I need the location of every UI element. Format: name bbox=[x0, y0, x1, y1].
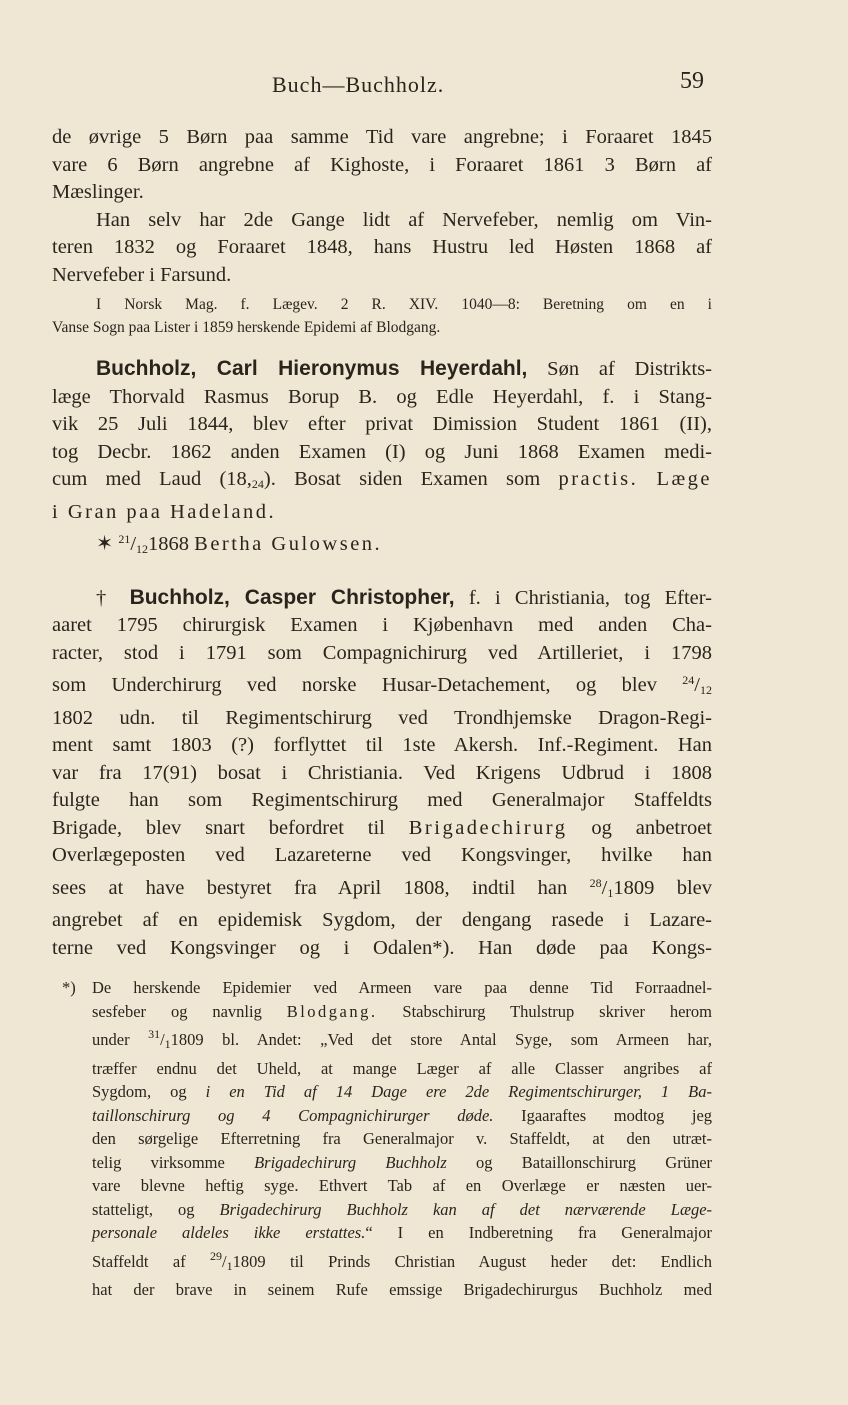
footnote-line bbox=[92, 1151, 712, 1175]
text-line: angrebet af en epidemisk Sygdom, der dengang rasede i Lazare- bbox=[52, 909, 712, 931]
subscript: 12 bbox=[700, 683, 712, 697]
dagger-icon: † bbox=[96, 586, 116, 609]
entry-casper-christopher bbox=[52, 584, 712, 963]
text-line: de øvrige 5 Børn paa samme Tid vare angrebne; i Foraaret 1845 bbox=[52, 126, 712, 148]
text-span: sesfeber og navnlig bbox=[92, 1001, 262, 1021]
entry-text: f. i Christiania, tog Efter- bbox=[468, 586, 713, 609]
text-span: Stabschirurg Thulstrup skriver herom bbox=[402, 1001, 713, 1021]
subscript: 1 bbox=[164, 1037, 171, 1051]
text-span: som Underchirurg ved norske Husar-Detachement, og blev bbox=[52, 674, 657, 696]
text-line bbox=[52, 815, 712, 843]
superscript: 24 bbox=[682, 673, 695, 687]
text-span: 1809 til Prinds Christian August heder det: Endlich bbox=[232, 1251, 712, 1271]
text-line: ment samt 1803 (?) forflyttet til 1ste Akersh. Inf.-Regiment. Han bbox=[52, 734, 712, 756]
page-header bbox=[52, 68, 712, 108]
text-span: Brigade, blev snart befordret til bbox=[52, 816, 385, 839]
text-span: cum med Laud (18, bbox=[52, 468, 252, 490]
running-head: Buch—Buchholz. bbox=[272, 72, 445, 97]
text-line: racter, stod i 1791 som Compagnichirurg ved Artilleriet, i 1798 bbox=[52, 641, 712, 664]
footnote-line bbox=[92, 1221, 712, 1245]
text-line: var fra 17(91) bosat i Christiania. Ved Krigens Udbrud i 1808 bbox=[52, 761, 712, 784]
text-line: tog Decbr. 1862 anden Examen (I) og Juni 1868 Examen medi- bbox=[52, 440, 712, 463]
footnote-line: Staffeldt af $^{29}/_11809$ til Prinds Christian August heder det: Endlich bbox=[92, 1248, 712, 1273]
italic-text: personale aldeles ikke erstattes. bbox=[92, 1223, 366, 1242]
text-line: læge Thorvald Rasmus Borup B. og Edle Heyerdahl, f. i Stang- bbox=[52, 385, 712, 408]
footnote-line: træffer endnu det Uheld, at mange Læger af alle Classer angribes af bbox=[92, 1058, 712, 1078]
footnote-line: hat der brave in seinem Rufe emssige Brigadechirurgus Buchholz med bbox=[92, 1280, 712, 1299]
marriage-icon: ✶ bbox=[96, 533, 114, 555]
paragraph-nervefeber bbox=[52, 207, 712, 290]
text-span: og anbetroet bbox=[591, 816, 712, 839]
text-span: Sygdom, og bbox=[92, 1082, 187, 1101]
italic-text: Brigadechirurg Buchholz bbox=[254, 1152, 447, 1172]
text-line: vik 25 Juli 1844, blev efter privat Dimission Student 1861 (II), bbox=[52, 413, 712, 435]
marriage-line: ✶ $^{21}/_{12}1868$ Bertha Gulowsen. bbox=[96, 532, 383, 556]
superscript: 31 bbox=[148, 1027, 161, 1041]
text-line: fulgte han som Regimentschirurg med Generalmajor Staffeldts bbox=[52, 789, 712, 811]
entry-first-line bbox=[52, 584, 712, 613]
footnote-mark: *) bbox=[62, 978, 76, 997]
entry-first-line bbox=[52, 355, 712, 384]
page-number: 59 bbox=[680, 68, 704, 94]
footnote-divider bbox=[52, 960, 712, 961]
spaced-word: Læge bbox=[656, 468, 713, 490]
main-text bbox=[52, 124, 712, 962]
text-span: 1809 blev bbox=[613, 876, 712, 899]
literature-reference bbox=[52, 293, 712, 339]
footnote-line bbox=[92, 1000, 712, 1024]
text-span: Staffeldt af bbox=[92, 1251, 186, 1271]
footnote-line: vare blevne heftig syge. Ethvert Tab af en Overlæge er næsten uer- bbox=[92, 1176, 712, 1195]
text-line: sees at have bestyret fra April 1808, indtil han $^{28}/_11809$ blev bbox=[52, 875, 712, 900]
footnote bbox=[62, 976, 712, 1302]
text-span: 1868 bbox=[148, 533, 190, 555]
text-span: sees at have bestyret fra April 1808, indtil han bbox=[52, 876, 568, 899]
text-span: telig virksomme bbox=[92, 1152, 225, 1172]
footnote-line: under $^{31}/_11809$ bl. Andet: „Ved det store Antal Syge, som Armeen har, bbox=[92, 1027, 712, 1051]
paragraph-children-illness bbox=[52, 124, 712, 207]
text-line: i Gran paa Hadeland. bbox=[52, 500, 277, 523]
text-line: 1802 udn. til Regimentschirurg ved Trondhjemske Dragon-Regi- bbox=[52, 706, 712, 729]
entry-carl-hieronymus bbox=[52, 355, 712, 564]
italic-text: i en Tid af 14 Dage ere 2de Regimentschirurger, 1 Ba- bbox=[205, 1082, 712, 1101]
text-line: Han selv har 2de Gange lidt af Nervefeber, nemlig om Vin- bbox=[96, 208, 712, 231]
footnote-line: den sørgelige Efterretning fra Generalmajor v. Staffeldt, at den utræt- bbox=[92, 1129, 712, 1148]
spaced-word: practis. bbox=[558, 468, 639, 490]
text-span: Igaaraftes modtog jeg bbox=[521, 1105, 713, 1125]
italic-text: Brigadechirurg Buchholz kan af det nærværende Læge- bbox=[219, 1199, 713, 1219]
text-line: teren 1832 og Foraaret 1848, hans Hustru led Høsten 1868 af bbox=[52, 236, 712, 258]
text-span: og Bataillonschirurg Grüner bbox=[476, 1152, 713, 1172]
subscript: 1 bbox=[226, 1258, 233, 1273]
entry-name: Buchholz, Carl Hieronymus Heyerdahl, bbox=[96, 357, 528, 380]
text-line: som Underchirurg ved norske Husar-Detachement, og blev $^{24}/_{12}$ bbox=[52, 673, 712, 697]
superscript: 29 bbox=[210, 1248, 223, 1263]
footnote-line bbox=[92, 1080, 712, 1104]
text-span: under bbox=[92, 1030, 130, 1049]
footnote-line: De herskende Epidemier ved Armeen vare paa denne Tid Forraadnel- bbox=[92, 978, 712, 997]
text-line: Overlægeposten ved Lazareterne ved Kongsvinger, hvilke han bbox=[52, 844, 712, 866]
text-span: statteligt, og bbox=[92, 1199, 195, 1219]
spaced-word: Blodgang. bbox=[286, 1001, 378, 1021]
spouse-name: Bertha Gulowsen. bbox=[194, 533, 383, 555]
footnote-line bbox=[92, 1104, 712, 1128]
footnote-text bbox=[62, 976, 712, 1302]
superscript: 21 bbox=[118, 532, 131, 546]
text-line: Nervefeber i Farsund. bbox=[52, 263, 232, 286]
subscript: 24 bbox=[251, 477, 264, 491]
italic-text: taillonschirurg og 4 Compagnichirurger døde. bbox=[92, 1105, 494, 1125]
superscript: 28 bbox=[589, 875, 602, 890]
reference-line: I Norsk Mag. f. Lægev. 2 R. XIV. 1040—8: Beretning om en i bbox=[96, 296, 712, 313]
text-line: aaret 1795 chirurgisk Examen i Kjøbenhavn med anden Cha- bbox=[52, 614, 712, 636]
subscript: 1 bbox=[607, 885, 614, 900]
text-line: Mæslinger. bbox=[52, 181, 144, 203]
text-line: vare 6 Børn angrebne af Kighoste, i Foraaret 1861 3 Børn af bbox=[52, 153, 712, 176]
subscript: 12 bbox=[136, 542, 149, 556]
text-line: terne ved Kongsvinger og i Odalen*). Han døde paa Kongs- bbox=[52, 936, 712, 959]
entry-text: Søn af Distrikts- bbox=[547, 358, 712, 380]
text-span: 1809 bl. Andet: „Ved det store Antal Syge, som Armeen har, bbox=[170, 1030, 712, 1049]
text-span: ). Bosat siden Examen som bbox=[263, 468, 541, 490]
text-line bbox=[52, 466, 712, 499]
text-span: “ I en Indberetning fra Generalmajor bbox=[365, 1223, 712, 1242]
entry-name: Buchholz, Casper Christopher, bbox=[129, 585, 455, 609]
footnote-line bbox=[92, 1198, 712, 1222]
spaced-word: Brigadechirurg bbox=[408, 816, 568, 839]
reference-line: Vanse Sogn paa Lister i 1859 herskende Epidemi af Blodgang. bbox=[52, 319, 441, 336]
